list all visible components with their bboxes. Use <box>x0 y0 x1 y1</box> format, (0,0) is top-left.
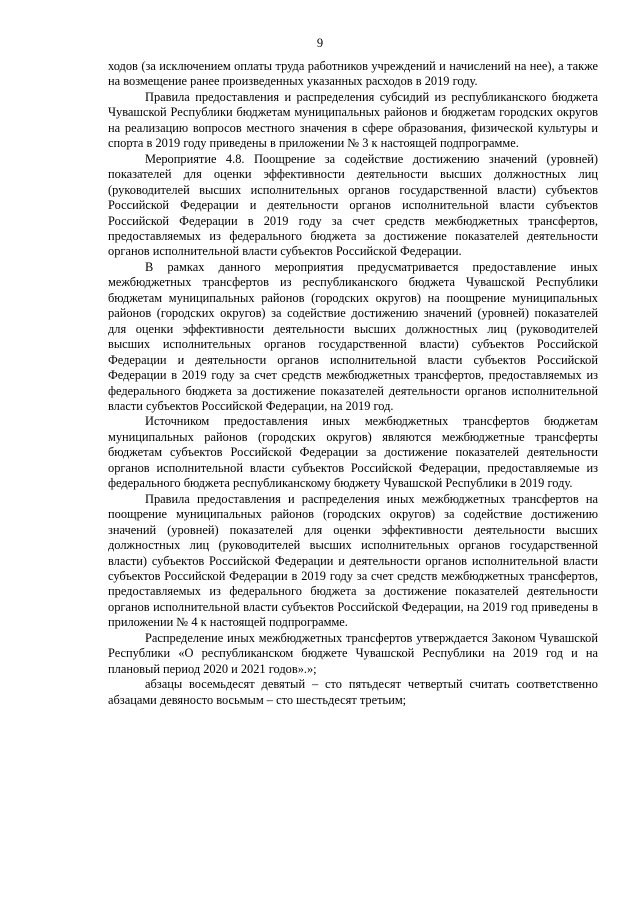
page-number: 9 <box>316 36 324 50</box>
body-text <box>108 59 598 708</box>
paragraph-continuation: ходов (за исключением оплаты труда работников учреждений и начислений на нее), а также на возмещение ранее произведенных указанных расходов в 2019 году. <box>108 59 598 89</box>
paragraph-measure-scope: В рамках данного мероприятия предусматривается предоставление иных межбюджетных трансфертов из республиканского бюджета Чувашской Республики бюджетам муниципальных районов (городских округов) на поощрение муниципальных районов (городских округов) за содействие достижению значений (уровней) показателей для оценки эффективности деятельности высших должностных лиц (руководителей высших исполнительных органов государственной власти) субъектов Российской Федерации и деятельности органов исполнительной власти субъектов Российской Федерации в 2019 году за счет средств межбюджетных трансфертов, предоставляемых из федерального бюджета за достижение показателей деятельности органов исполнительной власти субъектов Российской Федерации, на 2019 год. <box>108 259 598 413</box>
paragraph-distribution: Распределение иных межбюджетных трансфертов утверждается Законом Чувашской Республики «О республиканском бюджете Чувашской Республики на 2019 год и на плановый период 2020 и 2021 годов».»; <box>108 630 598 676</box>
paragraph-subsidy-rules: Правила предоставления и распределения субсидий из республиканского бюджета Чувашской Республики бюджетам муниципальных районов и бюджетам городских округов на реализацию вопросов местного значения в сфере образования, физической культуры и спорта в 2019 году приведены в приложении № 3 к настоящей подпрограмме. <box>108 89 598 151</box>
paragraph-funding-source: Источником предоставления иных межбюджетных трансфертов бюджетам муниципальных районов (городских округов) являются межбюджетные трансферты бюджетам субъектов Российской Федерации за достижение показателей деятельности органов исполнительной власти субъектов Российской Федерации, предоставляемые из федерального бюджета республиканскому бюджету Чувашской Республики в 2019 году. <box>108 414 598 491</box>
paragraph-renumbering: абзацы восемьдесят девятый – сто пятьдесят четвертый считать соответственно абзацами девяносто восьмым – сто шестьдесят третьим; <box>108 677 598 707</box>
paragraph-measure-4-8: Мероприятие 4.8. Поощрение за содействие достижению значений (уровней) показателей для оценки эффективности деятельности высших должностных лиц (руководителей высших исполнительных органов государственной власти) субъектов Российской Федерации и деятельности органов исполнительной власти субъектов Российской Федерации в 2019 году за счет средств межбюджетных трансфертов, предоставляемых из федерального бюджета за достижение показателей деятельности органов исполнительной власти субъектов Российской Федерации. <box>108 151 598 259</box>
paragraph-transfer-rules: Правила предоставления и распределения иных межбюджетных трансфертов на поощрение муниципальных районов (городских округов) за содействие достижению значений (уровней) показателей для оценки эффективности деятельности высших должностных лиц (руководителей высших исполнительных органов государственной власти) субъектов Российской Федерации и деятельности органов исполнительной власти субъектов Российской Федерации в 2019 году за счет средств межбюджетных трансфертов, предоставляемых из федерального бюджета за достижение показателей деятельности органов исполнительной власти субъектов Российской Федерации, на 2019 год приведены в приложении № 4 к настоящей подпрограмме. <box>108 491 598 630</box>
